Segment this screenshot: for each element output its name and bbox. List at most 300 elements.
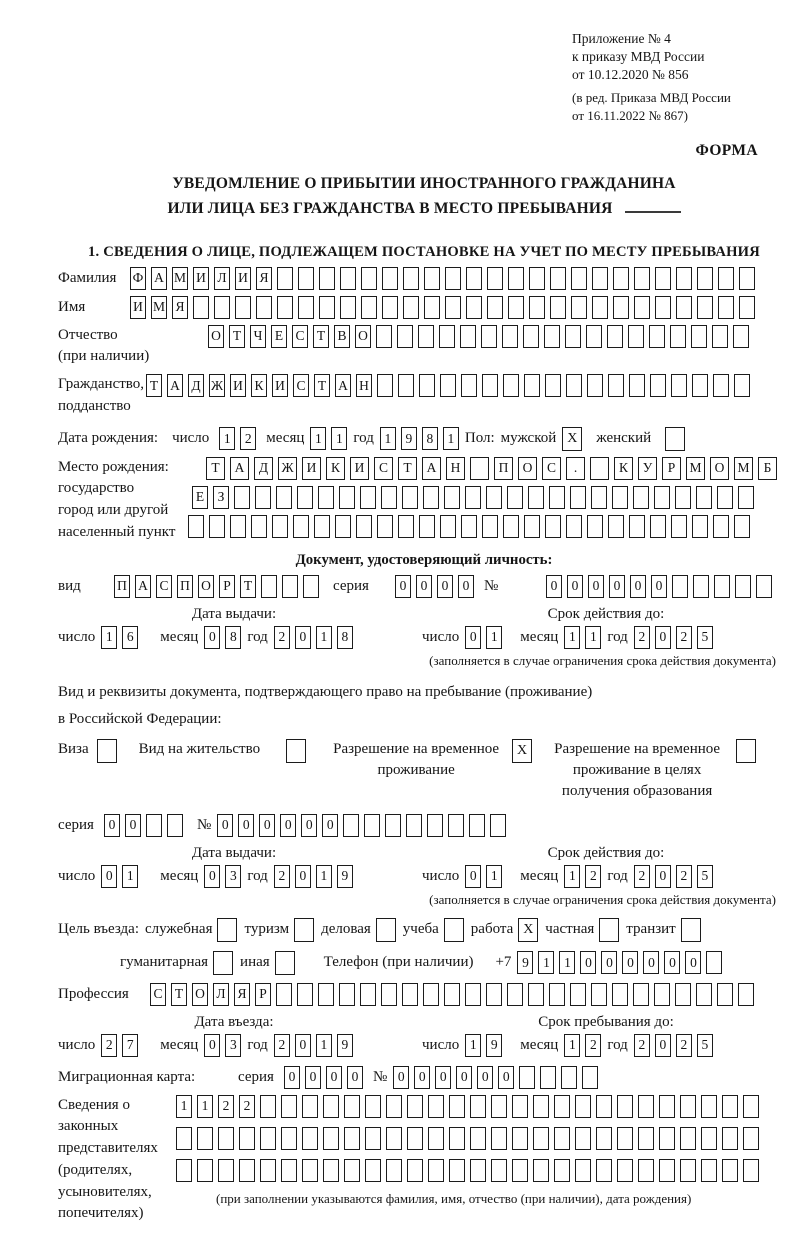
char-box[interactable]: О <box>710 457 729 480</box>
purpose-transit-checkbox[interactable] <box>681 918 701 942</box>
char-box[interactable]: 1 <box>564 626 580 649</box>
char-box[interactable] <box>449 1095 465 1118</box>
char-box[interactable] <box>461 374 477 397</box>
char-box[interactable] <box>739 267 755 290</box>
char-box[interactable]: 2 <box>240 427 256 450</box>
char-box[interactable] <box>319 296 335 319</box>
char-box[interactable]: 0 <box>622 951 638 974</box>
char-box[interactable]: 2 <box>676 865 692 888</box>
char-box[interactable] <box>193 296 209 319</box>
char-box[interactable]: 2 <box>239 1095 255 1118</box>
char-box[interactable] <box>676 267 692 290</box>
char-box[interactable]: Д <box>188 374 204 397</box>
char-box[interactable]: Н <box>446 457 465 480</box>
char-box[interactable]: 0 <box>546 575 562 598</box>
char-box[interactable] <box>197 1127 213 1150</box>
char-box[interactable] <box>734 374 750 397</box>
char-box[interactable]: 0 <box>217 814 233 837</box>
char-box[interactable] <box>470 1159 486 1182</box>
char-box[interactable] <box>743 1159 759 1182</box>
char-box[interactable] <box>482 374 498 397</box>
char-box[interactable] <box>340 296 356 319</box>
char-box[interactable] <box>675 486 691 509</box>
char-box[interactable] <box>519 1066 535 1089</box>
char-box[interactable] <box>444 983 460 1006</box>
purpose-business-checkbox[interactable] <box>376 918 396 942</box>
char-box[interactable]: П <box>177 575 193 598</box>
char-box[interactable]: 0 <box>643 951 659 974</box>
char-box[interactable] <box>382 296 398 319</box>
char-box[interactable]: Ч <box>250 325 266 348</box>
char-box[interactable]: 1 <box>316 626 332 649</box>
char-box[interactable] <box>566 515 582 538</box>
char-box[interactable] <box>230 515 246 538</box>
char-box[interactable]: М <box>172 267 188 290</box>
char-box[interactable] <box>554 1095 570 1118</box>
char-box[interactable]: 1 <box>197 1095 213 1118</box>
char-box[interactable]: Р <box>219 575 235 598</box>
char-box[interactable] <box>381 486 397 509</box>
char-box[interactable]: С <box>542 457 561 480</box>
char-box[interactable]: К <box>251 374 267 397</box>
char-box[interactable] <box>540 1066 556 1089</box>
char-box[interactable]: 0 <box>204 626 220 649</box>
char-box[interactable] <box>281 1127 297 1150</box>
char-box[interactable] <box>260 1127 276 1150</box>
char-box[interactable] <box>733 325 749 348</box>
char-box[interactable] <box>427 814 443 837</box>
char-box[interactable]: Т <box>171 983 187 1006</box>
char-box[interactable] <box>344 1159 360 1182</box>
char-box[interactable] <box>397 325 413 348</box>
char-box[interactable]: У <box>638 457 657 480</box>
char-box[interactable] <box>302 1095 318 1118</box>
char-box[interactable] <box>486 486 502 509</box>
char-box[interactable] <box>650 515 666 538</box>
char-box[interactable] <box>549 983 565 1006</box>
char-box[interactable]: Т <box>146 374 162 397</box>
char-box[interactable]: Л <box>214 267 230 290</box>
char-box[interactable] <box>613 296 629 319</box>
char-box[interactable] <box>491 1127 507 1150</box>
char-box[interactable]: 2 <box>585 1034 601 1057</box>
char-box[interactable]: 0 <box>655 626 671 649</box>
char-box[interactable]: 8 <box>337 626 353 649</box>
char-box[interactable] <box>406 814 422 837</box>
purpose-official-checkbox[interactable] <box>217 918 237 942</box>
char-box[interactable] <box>490 814 506 837</box>
char-box[interactable] <box>706 951 722 974</box>
char-box[interactable]: А <box>422 457 441 480</box>
char-box[interactable] <box>428 1095 444 1118</box>
char-box[interactable] <box>717 486 733 509</box>
char-box[interactable] <box>524 515 540 538</box>
char-box[interactable]: 0 <box>125 814 141 837</box>
char-box[interactable] <box>167 814 183 837</box>
char-box[interactable]: 0 <box>458 575 474 598</box>
char-box[interactable]: 1 <box>564 1034 580 1057</box>
char-box[interactable] <box>722 1127 738 1150</box>
char-box[interactable] <box>470 1127 486 1150</box>
char-box[interactable]: 0 <box>347 1066 363 1089</box>
char-box[interactable]: 1 <box>486 865 502 888</box>
char-box[interactable]: 0 <box>437 575 453 598</box>
char-box[interactable]: 5 <box>697 626 713 649</box>
char-box[interactable] <box>365 1127 381 1150</box>
char-box[interactable] <box>423 983 439 1006</box>
char-box[interactable]: И <box>235 267 251 290</box>
char-box[interactable]: В <box>334 325 350 348</box>
char-box[interactable] <box>545 374 561 397</box>
char-box[interactable] <box>376 325 392 348</box>
char-box[interactable] <box>487 296 503 319</box>
char-box[interactable]: Ж <box>209 374 225 397</box>
char-box[interactable] <box>318 486 334 509</box>
char-box[interactable]: 2 <box>218 1095 234 1118</box>
char-box[interactable]: Т <box>314 374 330 397</box>
char-box[interactable] <box>587 374 603 397</box>
char-box[interactable]: О <box>192 983 208 1006</box>
char-box[interactable] <box>335 515 351 538</box>
char-box[interactable] <box>339 486 355 509</box>
char-box[interactable] <box>277 267 293 290</box>
char-box[interactable]: 1 <box>101 626 117 649</box>
char-box[interactable] <box>386 1095 402 1118</box>
char-box[interactable]: 5 <box>697 865 713 888</box>
char-box[interactable]: 1 <box>316 865 332 888</box>
char-box[interactable]: 1 <box>316 1034 332 1057</box>
char-box[interactable] <box>629 374 645 397</box>
char-box[interactable] <box>671 515 687 538</box>
purpose-other-checkbox[interactable] <box>275 951 295 975</box>
char-box[interactable]: А <box>135 575 151 598</box>
char-box[interactable] <box>323 1095 339 1118</box>
char-box[interactable] <box>649 325 665 348</box>
char-box[interactable] <box>634 267 650 290</box>
char-box[interactable]: К <box>614 457 633 480</box>
char-box[interactable] <box>596 1159 612 1182</box>
char-box[interactable] <box>613 267 629 290</box>
char-box[interactable]: 2 <box>676 626 692 649</box>
char-box[interactable]: 2 <box>274 865 290 888</box>
char-box[interactable] <box>533 1159 549 1182</box>
char-box[interactable]: 0 <box>238 814 254 837</box>
char-box[interactable] <box>439 325 455 348</box>
char-box[interactable] <box>398 515 414 538</box>
char-box[interactable] <box>407 1127 423 1150</box>
char-box[interactable]: 1 <box>486 626 502 649</box>
char-box[interactable] <box>344 1127 360 1150</box>
char-box[interactable]: 0 <box>393 1066 409 1089</box>
char-box[interactable] <box>445 296 461 319</box>
char-box[interactable] <box>628 325 644 348</box>
char-box[interactable] <box>528 486 544 509</box>
char-box[interactable]: 2 <box>634 1034 650 1057</box>
char-box[interactable] <box>398 374 414 397</box>
char-box[interactable] <box>281 1095 297 1118</box>
purpose-tourism-checkbox[interactable] <box>294 918 314 942</box>
char-box[interactable]: 7 <box>122 1034 138 1057</box>
char-box[interactable] <box>586 325 602 348</box>
char-box[interactable]: П <box>494 457 513 480</box>
char-box[interactable] <box>670 325 686 348</box>
char-box[interactable] <box>650 374 666 397</box>
char-box[interactable] <box>303 575 319 598</box>
temp-residence-checkbox[interactable]: X <box>512 739 532 763</box>
char-box[interactable] <box>655 267 671 290</box>
char-box[interactable] <box>554 1127 570 1150</box>
char-box[interactable]: 0 <box>435 1066 451 1089</box>
char-box[interactable]: И <box>350 457 369 480</box>
char-box[interactable] <box>465 486 481 509</box>
char-box[interactable] <box>713 374 729 397</box>
char-box[interactable] <box>440 515 456 538</box>
char-box[interactable] <box>533 1095 549 1118</box>
char-box[interactable]: И <box>193 267 209 290</box>
char-box[interactable]: 0 <box>465 865 481 888</box>
char-box[interactable]: С <box>374 457 393 480</box>
char-box[interactable] <box>465 983 481 1006</box>
char-box[interactable]: К <box>326 457 345 480</box>
char-box[interactable]: Р <box>255 983 271 1006</box>
char-box[interactable] <box>638 1127 654 1150</box>
char-box[interactable] <box>386 1159 402 1182</box>
char-box[interactable]: Т <box>313 325 329 348</box>
char-box[interactable]: 0 <box>326 1066 342 1089</box>
char-box[interactable] <box>403 296 419 319</box>
char-box[interactable] <box>591 486 607 509</box>
char-box[interactable] <box>697 296 713 319</box>
char-box[interactable]: П <box>114 575 130 598</box>
char-box[interactable] <box>633 486 649 509</box>
char-box[interactable]: 0 <box>498 1066 514 1089</box>
char-box[interactable] <box>402 486 418 509</box>
char-box[interactable]: И <box>272 374 288 397</box>
char-box[interactable] <box>385 814 401 837</box>
char-box[interactable] <box>712 325 728 348</box>
char-box[interactable] <box>575 1159 591 1182</box>
char-box[interactable] <box>633 983 649 1006</box>
char-box[interactable]: Д <box>254 457 273 480</box>
char-box[interactable] <box>282 575 298 598</box>
char-box[interactable]: 1 <box>310 427 326 450</box>
char-box[interactable] <box>481 325 497 348</box>
char-box[interactable] <box>571 296 587 319</box>
char-box[interactable] <box>377 374 393 397</box>
char-box[interactable]: Р <box>662 457 681 480</box>
char-box[interactable]: 9 <box>337 865 353 888</box>
char-box[interactable]: 0 <box>204 865 220 888</box>
char-box[interactable] <box>549 486 565 509</box>
char-box[interactable] <box>297 983 313 1006</box>
char-box[interactable] <box>448 814 464 837</box>
char-box[interactable]: 1 <box>564 865 580 888</box>
char-box[interactable] <box>524 374 540 397</box>
char-box[interactable] <box>701 1095 717 1118</box>
char-box[interactable] <box>697 267 713 290</box>
char-box[interactable]: 3 <box>225 1034 241 1057</box>
char-box[interactable] <box>671 374 687 397</box>
char-box[interactable] <box>256 296 272 319</box>
char-box[interactable] <box>382 267 398 290</box>
char-box[interactable] <box>550 296 566 319</box>
char-box[interactable]: Т <box>206 457 225 480</box>
char-box[interactable] <box>197 1159 213 1182</box>
char-box[interactable]: М <box>734 457 753 480</box>
char-box[interactable] <box>361 296 377 319</box>
char-box[interactable] <box>449 1159 465 1182</box>
char-box[interactable]: И <box>302 457 321 480</box>
char-box[interactable] <box>575 1127 591 1150</box>
char-box[interactable] <box>655 296 671 319</box>
char-box[interactable] <box>738 486 754 509</box>
char-box[interactable] <box>260 1159 276 1182</box>
char-box[interactable]: С <box>156 575 172 598</box>
char-box[interactable] <box>461 515 477 538</box>
char-box[interactable] <box>218 1159 234 1182</box>
char-box[interactable]: 9 <box>517 951 533 974</box>
char-box[interactable]: З <box>213 486 229 509</box>
char-box[interactable]: Т <box>229 325 245 348</box>
char-box[interactable] <box>533 1127 549 1150</box>
char-box[interactable] <box>293 515 309 538</box>
char-box[interactable] <box>512 1159 528 1182</box>
char-box[interactable]: 8 <box>422 427 438 450</box>
char-box[interactable]: 0 <box>301 814 317 837</box>
char-box[interactable]: 0 <box>477 1066 493 1089</box>
char-box[interactable]: 0 <box>104 814 120 837</box>
char-box[interactable]: 3 <box>225 865 241 888</box>
char-box[interactable] <box>550 267 566 290</box>
char-box[interactable] <box>523 325 539 348</box>
char-box[interactable] <box>502 325 518 348</box>
char-box[interactable] <box>735 575 751 598</box>
purpose-study-checkbox[interactable] <box>444 918 464 942</box>
char-box[interactable]: 0 <box>655 865 671 888</box>
char-box[interactable] <box>743 1095 759 1118</box>
char-box[interactable] <box>713 515 729 538</box>
char-box[interactable] <box>659 1127 675 1150</box>
char-box[interactable]: 9 <box>486 1034 502 1057</box>
char-box[interactable]: 0 <box>630 575 646 598</box>
char-box[interactable]: 2 <box>274 626 290 649</box>
char-box[interactable]: С <box>292 325 308 348</box>
char-box[interactable] <box>418 325 434 348</box>
char-box[interactable]: А <box>167 374 183 397</box>
char-box[interactable]: 0 <box>204 1034 220 1057</box>
char-box[interactable] <box>298 296 314 319</box>
char-box[interactable] <box>482 515 498 538</box>
char-box[interactable] <box>717 983 733 1006</box>
char-box[interactable]: 0 <box>465 626 481 649</box>
char-box[interactable] <box>486 983 502 1006</box>
char-box[interactable] <box>756 575 772 598</box>
char-box[interactable] <box>612 983 628 1006</box>
char-box[interactable] <box>460 325 476 348</box>
char-box[interactable]: Т <box>398 457 417 480</box>
char-box[interactable] <box>281 1159 297 1182</box>
char-box[interactable] <box>218 1127 234 1150</box>
char-box[interactable] <box>491 1159 507 1182</box>
char-box[interactable]: 0 <box>601 951 617 974</box>
char-box[interactable] <box>449 1127 465 1150</box>
char-box[interactable] <box>691 325 707 348</box>
char-box[interactable]: 0 <box>395 575 411 598</box>
sex-male-checkbox[interactable]: X <box>562 427 582 451</box>
char-box[interactable] <box>634 296 650 319</box>
char-box[interactable]: 1 <box>538 951 554 974</box>
char-box[interactable] <box>672 575 688 598</box>
purpose-work-checkbox[interactable]: X <box>518 918 538 942</box>
char-box[interactable] <box>566 374 582 397</box>
char-box[interactable] <box>272 515 288 538</box>
char-box[interactable] <box>302 1127 318 1150</box>
char-box[interactable] <box>659 1095 675 1118</box>
char-box[interactable] <box>428 1127 444 1150</box>
char-box[interactable]: 9 <box>337 1034 353 1057</box>
char-box[interactable] <box>239 1127 255 1150</box>
char-box[interactable]: 0 <box>295 626 311 649</box>
char-box[interactable] <box>561 1066 577 1089</box>
char-box[interactable] <box>360 486 376 509</box>
residence-permit-checkbox[interactable] <box>286 739 306 763</box>
char-box[interactable] <box>423 486 439 509</box>
char-box[interactable] <box>654 983 670 1006</box>
char-box[interactable] <box>407 1159 423 1182</box>
char-box[interactable] <box>507 983 523 1006</box>
char-box[interactable] <box>440 374 456 397</box>
char-box[interactable] <box>654 486 670 509</box>
char-box[interactable]: Ж <box>278 457 297 480</box>
char-box[interactable] <box>738 983 754 1006</box>
char-box[interactable] <box>696 486 712 509</box>
char-box[interactable]: 0 <box>655 1034 671 1057</box>
char-box[interactable] <box>592 267 608 290</box>
char-box[interactable]: 0 <box>580 951 596 974</box>
char-box[interactable]: М <box>151 296 167 319</box>
char-box[interactable] <box>617 1159 633 1182</box>
char-box[interactable] <box>714 575 730 598</box>
char-box[interactable]: 0 <box>259 814 275 837</box>
char-box[interactable]: 1 <box>331 427 347 450</box>
char-box[interactable] <box>575 1095 591 1118</box>
char-box[interactable] <box>592 296 608 319</box>
char-box[interactable] <box>718 267 734 290</box>
char-box[interactable]: А <box>151 267 167 290</box>
char-box[interactable] <box>365 1159 381 1182</box>
char-box[interactable] <box>261 575 277 598</box>
char-box[interactable] <box>659 1159 675 1182</box>
char-box[interactable] <box>554 1159 570 1182</box>
char-box[interactable] <box>146 814 162 837</box>
char-box[interactable] <box>377 515 393 538</box>
char-box[interactable] <box>360 983 376 1006</box>
char-box[interactable]: 0 <box>101 865 117 888</box>
char-box[interactable] <box>503 515 519 538</box>
char-box[interactable]: 2 <box>585 865 601 888</box>
char-box[interactable] <box>235 296 251 319</box>
char-box[interactable]: . <box>566 457 585 480</box>
char-box[interactable] <box>508 296 524 319</box>
char-box[interactable] <box>528 983 544 1006</box>
char-box[interactable] <box>298 267 314 290</box>
char-box[interactable] <box>470 1095 486 1118</box>
char-box[interactable] <box>445 267 461 290</box>
char-box[interactable] <box>403 267 419 290</box>
char-box[interactable] <box>424 267 440 290</box>
char-box[interactable]: 1 <box>585 626 601 649</box>
char-box[interactable] <box>323 1159 339 1182</box>
